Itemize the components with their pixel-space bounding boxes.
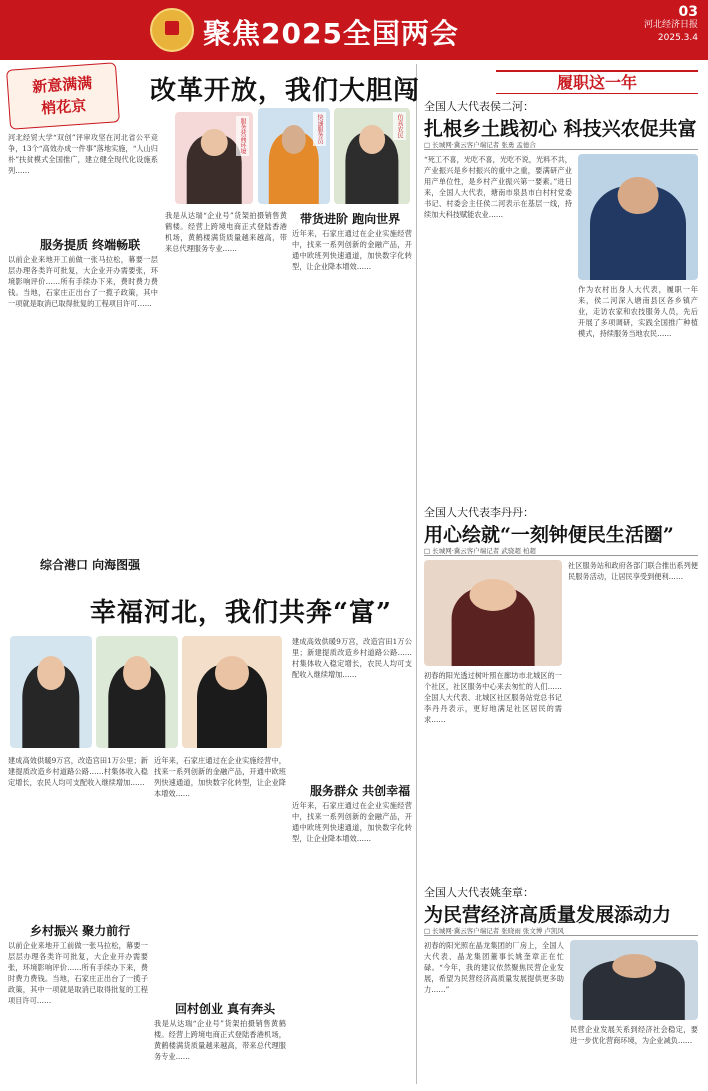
headline-reform: 改革开放，我们大胆闯 [150,76,421,106]
person-head [618,177,659,215]
byline-1: □ 长城网·冀云客户端记者 张勇 孟德合 [424,140,698,150]
byline-2: □ 长城网·冀云客户端记者 武骁超 柏超 [424,546,698,556]
rep2-body: 初春的阳光透过树叶照在廊坊市北城区的一个社区，社区服务中心来去匆忙的人们……全国人大代表、北城区社区服务站党总书记李丹丹表示，更好地满足社区居民的需求…… [424,671,562,724]
newspaper-name: 河北经济日报 [643,20,698,30]
page-header [0,0,708,60]
person-head [612,954,656,978]
photo-person-2 [258,108,330,204]
headline-rep-2: 用心绘就“一刻钟便民生活圈” [424,524,674,546]
photo-person-3 [334,108,410,204]
article-body-8: 我是从达瑞“企业号”货架拍摄销售黄鹤楼。经营上跨境电商正式登陆香港机场，黄鹤楼满货质量越来越高，带来总代理服务专业…… [154,1019,286,1061]
photo-rep-3 [570,940,698,1020]
rep3-body-cont: 民营企业发展关系到经济社会稳定，要进一步优化营商环境，为企业减负…… [570,1025,698,1045]
page-number [644,6,698,45]
rep1-body: “死工不喜，光吃不喜，光吃不说，光料不共，产业振兴是乡村振兴的重中之重，要满研产业用产单位性，是乡村产业振兴第一要素。”进日来，全国人大代表，塘南市泉县市白村村党委书记、村委会主任侯二河表示在基层一线，持续加大科技赋能农业…… [424,155,572,219]
badge-line1: 新意满满 [31,73,93,97]
photo-caption-2: 快递服务员 [313,112,326,146]
person-head [201,129,228,157]
person-head [470,579,517,611]
photo-person-4 [10,636,92,748]
headline-rep-1: 扎根乡土践初心 科技兴农促共富 [424,118,697,140]
headline-prosperity: 幸福河北，我们共奔“富” [90,598,392,628]
rep2-body-cont: 社区服务站和政府各部门联合推出系列便民服务活动，让居民享受到便利…… [568,561,698,581]
rep3-body: 初春的阳光照在晶龙集团的厂房上，全国人大代表、晶龙集团董事长姚奎章正在忙碌。“今年，我的建议依然聚焦民营企业发展，希望为民营经济高质量发展提供更多助力……” [424,941,564,994]
article-body-3: 近年来，石家庄通过在企业实施经营中，找来一系列创新的金融产品，开通中欧班列快速通道，加快数字化转型，让企业降本增效…… [292,229,412,271]
article-body-5: 建成高效供暖9万宫，改造宫田1万公里；新建提质改造乡村道路公路……村集体收入稳定增长，农民人均可支配收入继续增加…… [292,637,412,679]
article-body-6: 以前企业来地开工前做一张马拉松，幕要一层层办理各类许可批复，大企业开办需要张，环境影响评价……所有手续办下来，费时费力费钱。当地，石家庄正出台了一揽子政策，其中一项就是取消已取得批复的工程项目许可…… [8,941,148,1005]
page-number-value: 03 [678,4,698,20]
photo-rep-2 [424,560,562,666]
person-head [282,125,306,154]
subhead-supply: 带货进阶 跑向世界 [300,212,401,226]
person-head [359,125,385,154]
photo-person-5 [96,636,178,748]
subhead-port: 综合港口 向海图强 [40,558,141,572]
headline-rep-3: 为民营经济高质量发展添动力 [424,904,672,926]
article-body-1: 以前企业来地开工前做一张马拉松，幕要一层层办理各类许可批复，大企业开办需要张，环境影响评价……所有手续办下来，费时费力费钱。当地，石家庄正出台了一揽子政策，其中一项就是取消已取得批复的工程项目许可…… [8,255,158,308]
photo-person-1 [175,112,253,204]
article-body-2: 我是从达瑞“企业号”货架拍摄销售黄鹤楼。经营上跨境电商正式登陆香港机场，黄鹤楼满货质量越来越高，带来总代理服务专业…… [165,211,287,253]
section-badge [6,62,120,130]
rep1-body-cont: 作为农村出身人大代表，履职一年来，侯二河深入塘南县区各乡镇产业，走访农家和农技服务人员，先后开展了多项调研，实践全国推广种植模式，持续服务当地农民…… [578,285,698,338]
article-body-4: 建成高效供暖9万宫，改造宫田1万公里；新建提质改造乡村道路公路……村集体收入稳定增长，农民人均可支配收入继续增加…… [8,756,148,787]
subhead-rural: 乡村振兴 聚力前行 [30,924,131,938]
subhead-elder: 服务群众 共创幸福 [310,784,411,798]
subhead-service: 服务提质 终端畅联 [40,238,141,252]
column-title: 履职这一年 [496,70,698,94]
photo-person-6 [182,636,282,748]
person-head [215,656,249,690]
intro-text: 河北经贸大学“双创”评审攻坚在河北省公平竞争，13个“高效办成一件事”落地实施，“人山归朴”扶贫模式全国推广，建立健全现代化设施系列…… [8,133,158,175]
photo-caption-1: 服务营商环境 [236,116,249,156]
rep-name-3: 全国人大代表姚奎章： [424,886,534,899]
column-divider [416,64,417,1084]
person-head [37,656,65,690]
issue-date: 2025.3.4 [657,33,698,43]
byline-3: □ 长城网·冀云客户端记者 张晓雨 张文博 卢凯风 [424,926,698,936]
person-head [123,656,151,690]
badge-line2: 梢花京 [40,96,87,118]
photo-caption-3: 仿真农民 [393,112,406,140]
emblem-icon [150,8,194,52]
rep-name-1: 全国人大代表侯二河： [424,100,534,113]
subhead-hometown: 回村创业 真有奔头 [175,1002,276,1016]
photo-rep-1 [578,154,698,280]
article-body-9: 近年来，石家庄通过在企业实施经营中，找来一系列创新的金融产品，开通中欧班列快速通道，加快数字化转型，让企业降本增效…… [292,801,412,843]
rep-name-2: 全国人大代表李丹丹： [424,506,534,519]
page-title: 聚焦2025全国两会 [203,17,459,50]
article-body-7: 近年来，石家庄通过在企业实施经营中，找来一系列创新的金融产品，开通中欧班列快速通道，加快数字化转型，让企业降本增效…… [154,756,286,798]
